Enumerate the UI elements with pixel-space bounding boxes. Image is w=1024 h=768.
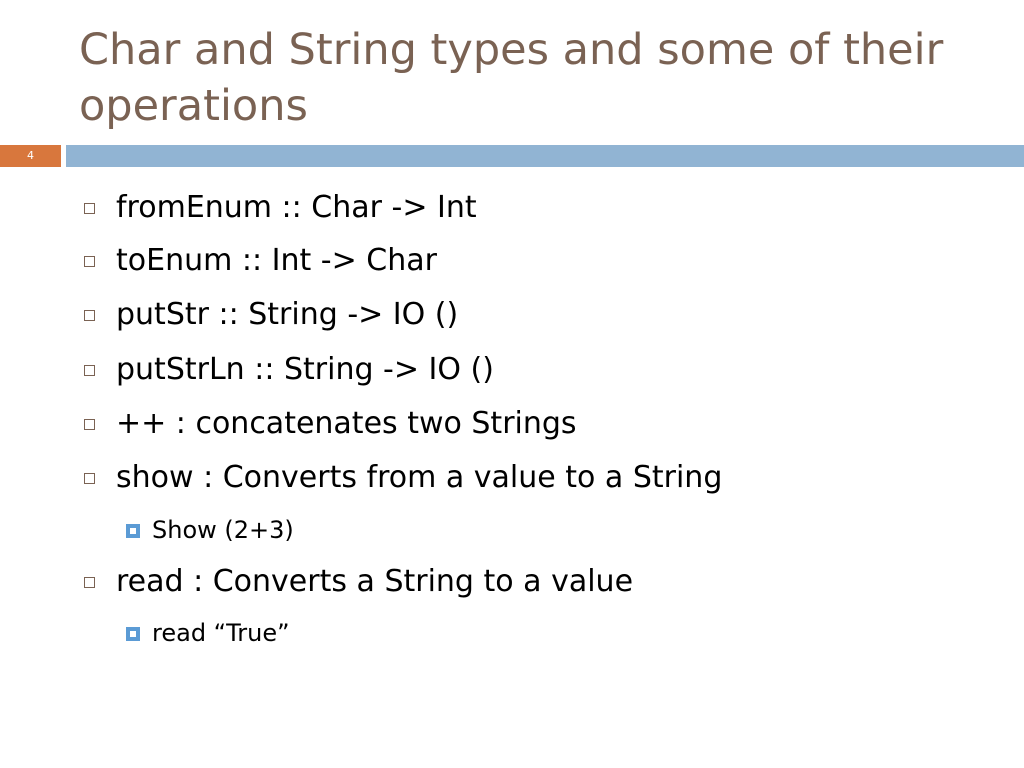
bullet-concat [116, 406, 577, 442]
bullet-text: toEnum :: Int -> Char [116, 243, 437, 278]
hollow-square-bullet-icon [84, 203, 95, 214]
bullet-text: ++ : concatenates two Strings [116, 406, 577, 441]
filled-square-bullet-icon [126, 627, 140, 641]
bullet-text: read “True” [152, 619, 290, 647]
bullet-fromenum [116, 190, 477, 226]
hollow-square-bullet-icon [84, 473, 95, 484]
hollow-square-bullet-icon [84, 577, 95, 588]
bullet-text: fromEnum :: Char -> Int [116, 190, 477, 225]
slide-number: 4 [0, 145, 61, 167]
hollow-square-bullet-icon [84, 256, 95, 267]
filled-square-bullet-icon [126, 524, 140, 538]
bullet-text: putStr :: String -> IO () [116, 297, 459, 332]
bullet-text: read : Converts a String to a value [116, 564, 634, 599]
bullet-putstrln [116, 352, 494, 388]
bullet-show [116, 460, 722, 496]
bullet-text: Show (2+3) [152, 516, 294, 544]
slide-title: Char and String types and some of their operations [79, 25, 944, 131]
subbullet-show-example [152, 515, 294, 545]
bullet-text: putStrLn :: String -> IO () [116, 352, 494, 387]
title-divider-bar [66, 145, 1024, 167]
hollow-square-bullet-icon [84, 419, 95, 430]
bullet-read [116, 564, 633, 600]
hollow-square-bullet-icon [84, 365, 95, 376]
bullet-text: show : Converts from a value to a String [116, 460, 723, 495]
bullet-putstr [116, 297, 458, 333]
hollow-square-bullet-icon [84, 310, 95, 321]
bullet-toenum [116, 243, 437, 279]
subbullet-read-example [152, 618, 290, 648]
